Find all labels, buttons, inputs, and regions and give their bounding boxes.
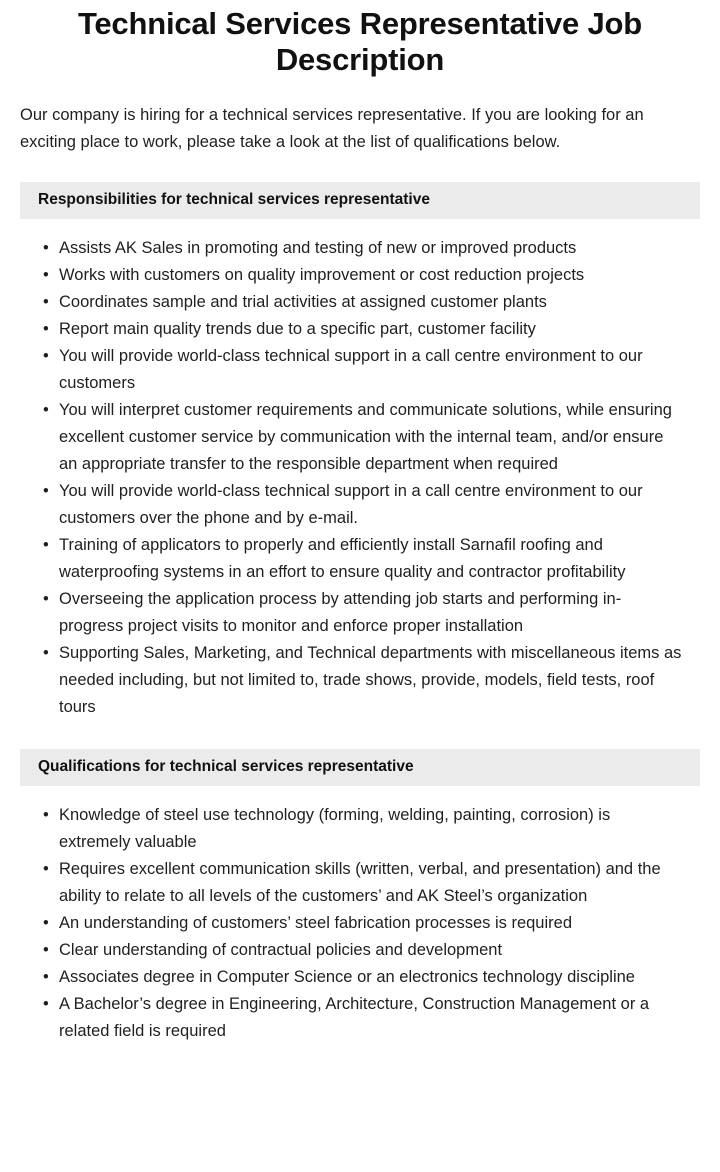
list-item-text: Report main quality trends due to a specific part, customer facility xyxy=(59,320,536,338)
bullet-icon: • xyxy=(43,401,49,419)
list-item xyxy=(20,586,700,640)
list-item-text: Supporting Sales, Marketing, and Technical departments with miscellaneous items as needed including, but not limited to, trade shows, provide, models, field tests, roof tours xyxy=(59,644,682,716)
bullet-icon: • xyxy=(43,941,49,959)
list-item-text: Overseeing the application process by attending job starts and performing in-progress project visits to monitor and enforce proper installation xyxy=(59,590,622,635)
qualifications-section xyxy=(0,749,720,1045)
list-item-text: Coordinates sample and trial activities at assigned customer plants xyxy=(59,293,547,311)
list-item xyxy=(20,991,700,1045)
bullet-icon: • xyxy=(43,239,49,257)
list-item xyxy=(20,802,700,856)
list-item xyxy=(20,316,700,343)
page-title: Technical Services Representative Job Description xyxy=(77,6,643,77)
list-item-text: A Bachelor’s degree in Engineering, Architecture, Construction Management or a related field is required xyxy=(59,995,650,1040)
list-item xyxy=(20,856,700,910)
list-item xyxy=(20,478,700,532)
list-item-text: Requires excellent communication skills (written, verbal, and presentation) and the ability to relate to all levels of the customers’ and AK Steel’s organization xyxy=(59,860,661,905)
bullet-icon: • xyxy=(43,536,49,554)
responsibilities-section-header xyxy=(20,182,700,219)
list-item-text: You will provide world-class technical support in a call centre environment to our customers xyxy=(59,347,643,392)
bullet-icon: • xyxy=(43,995,49,1013)
list-item-text: You will interpret customer requirements and communicate solutions, while ensuring excellent customer service by communication with the internal team, and/or ensure an appropriate transfer to the responsible department when required xyxy=(59,401,672,473)
bullet-icon: • xyxy=(43,320,49,338)
intro-paragraph: Our company is hiring for a technical services representative. If you are looking for an exciting place to work, please take a look at the list of qualifications below. xyxy=(20,106,644,151)
qualifications-list xyxy=(0,786,720,1045)
bullet-icon: • xyxy=(43,590,49,608)
list-item xyxy=(20,397,700,478)
list-item xyxy=(20,343,700,397)
qualifications-header-label: Qualifications for technical services representative xyxy=(38,758,414,775)
list-item xyxy=(20,910,700,937)
list-item-text: Clear understanding of contractual policies and development xyxy=(59,941,503,959)
list-item-text: Associates degree in Computer Science or an electronics technology discipline xyxy=(59,968,635,986)
list-item-text: You will provide world-class technical support in a call centre environment to our customers over the phone and by e-mail. xyxy=(59,482,643,527)
bullet-icon: • xyxy=(43,347,49,365)
list-item xyxy=(20,964,700,991)
list-item xyxy=(20,235,700,262)
qualifications-section-header xyxy=(20,749,700,786)
list-item-text: Works with customers on quality improvement or cost reduction projects xyxy=(59,266,585,284)
list-item-text: Assists AK Sales in promoting and testing of new or improved products xyxy=(59,239,577,257)
bottom-spacer xyxy=(0,1045,720,1071)
bullet-icon: • xyxy=(43,860,49,878)
bullet-icon: • xyxy=(43,968,49,986)
responsibilities-header-label: Responsibilities for technical services representative xyxy=(38,191,430,208)
list-item-text: An understanding of customers’ steel fabrication processes is required xyxy=(59,914,572,932)
bullet-icon: • xyxy=(43,482,49,500)
bullet-icon: • xyxy=(43,266,49,284)
list-item-text: Training of applicators to properly and efficiently install Sarnafil roofing and waterproofing systems in an effort to ensure quality and contractor profitability xyxy=(59,536,626,581)
bullet-icon: • xyxy=(43,914,49,932)
responsibilities-section xyxy=(0,182,720,721)
list-item xyxy=(20,262,700,289)
bullet-icon: • xyxy=(43,644,49,662)
list-item-text: Knowledge of steel use technology (forming, welding, painting, corrosion) is extremely valuable xyxy=(59,806,611,851)
list-item xyxy=(20,532,700,586)
list-item xyxy=(20,640,700,721)
list-item xyxy=(20,937,700,964)
list-item xyxy=(20,289,700,316)
responsibilities-list xyxy=(0,219,720,721)
bullet-icon: • xyxy=(43,293,49,311)
bullet-icon: • xyxy=(43,806,49,824)
